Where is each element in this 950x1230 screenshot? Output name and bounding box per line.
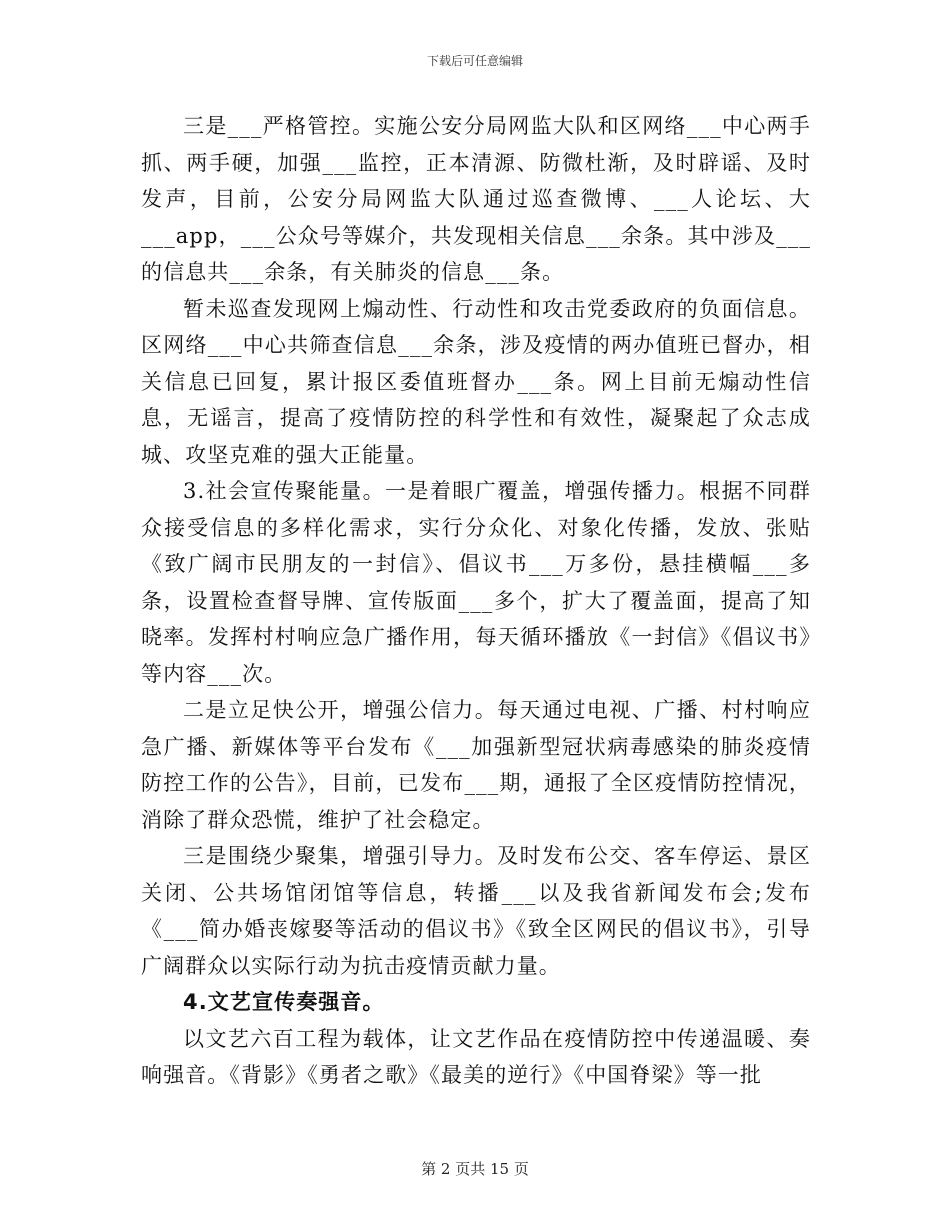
page-header-note: 下载后可任意编辑 <box>426 54 523 68</box>
document-body <box>141 108 811 1094</box>
paragraph-reduce-gathering: 三是围绕少聚集，增强引导力。及时发布公交、客车停运、景区关闭、公共场馆闭馆等信息，转播___以及我省新闻发布会;发布《___简办婚丧嫁娶等活动的倡议书》《致全区网民的倡议书》，引导广阔群众以实际行动为抗击疫情贡献力量。 <box>141 844 811 978</box>
page-number-footer: 第 2 页共 15 页 <box>421 1160 529 1178</box>
paragraph-no-negative-info: 暂未巡查发现网上煽动性、行动性和攻击党委政府的负面信息。区网络___中心共筛查信息___余条，涉及疫情的两办值班已督办，相关信息已回复，累计报区委值班督办___条。网上目前无煽动性信息，无谣言，提高了疫情防控的科学性和有效性，凝聚起了众志成城、攻坚克难的强大正能量。 <box>141 296 811 467</box>
section-heading-arts: 4.文艺宣传奏强音。 <box>183 990 385 1014</box>
paragraph-arts-project: 以文艺六百工程为载体，让文艺作品在疫情防控中传递温暖、奏响强音。《背影》《勇者之歌》《最美的逆行》《中国脊梁》等一批 <box>141 1026 811 1087</box>
paragraph-social-publicity: 3.社会宣传聚能量。一是着眼广覆盖，增强传播力。根据不同群众接受信息的多样化需求，实行分众化、对象化传播，发放、张贴《致广阔市民朋友的一封信》、倡议书___万多份，悬挂横幅___多条，设置检查督导牌、宣传版面___多个，扩大了覆盖面，提高了知晓率。发挥村村响应急广播作用，每天循环播放《一封信》《倡议书》等内容___次。 <box>141 479 811 686</box>
paragraph-quick-disclosure: 二是立足快公开，增强公信力。每天通过电视、广播、村村响应急广播、新媒体等平台发布《___加强新型冠状病毒感染的肺炎疫情防控工作的公告》，目前，已发布___期，通报了全区疫情防控情况，消除了群众恐慌，维护了社会稳定。 <box>141 698 811 832</box>
paragraph-strict-control: 三是___严格管控。实施公安分局网监大队和区网络___中心两手抓、两手硬，加强___监控，正本清源、防微杜渐，及时辟谣、及时发声，目前，公安分局网监大队通过巡查微博、___人论坛、大___app，___公众号等媒介，共发现相关信息___余条。其中涉及___的信息共___余条，有关肺炎的信息___条。 <box>141 114 811 284</box>
